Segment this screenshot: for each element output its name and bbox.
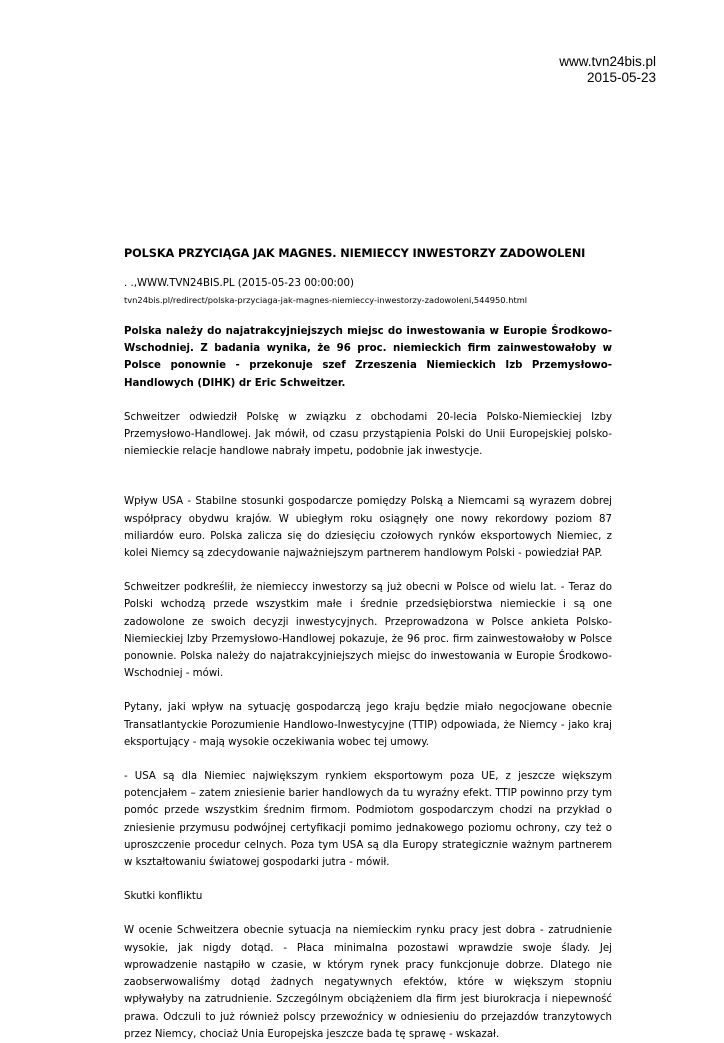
header-date: 2015-05-23 xyxy=(586,70,656,85)
paragraph-4: Pytany, jaki wpływ na sytuację gospodarczą jego kraju będzie miało negocjowane obecnie Transatlantyckie Porozumienie Handlowo-Inwestycyjne (TTIP) odpowiada, że Niemcy - jako kraj eksportujący - mają wysokie oczekiwania wobec tej umowy. xyxy=(124,702,612,748)
paragraph-2: Wpływ USA - Stabilne stosunki gospodarcze pomiędzy Polską a Niemcami są wyrazem dobrej współpracy obydwu krajów. W ubiegłym roku osiągnęły one nowy rekordowy poziom 87 miliardów euro. Polska zalicza się do dziesięciu czołowych rynków eksportowych Niemiec, z kolei Niemcy są zdecydowanie najważniejszym partnerem handlowym Polski - powiedział PAP. xyxy=(124,496,612,560)
article xyxy=(124,246,612,1043)
paragraph-1: Schweitzer odwiedził Polskę w związku z obchodami 20-lecia Polsko-Niemieckiej Izby Przemysłowo-Handlowej. Jak mówił, od czasu przystąpienia Polski do Unii Europejskiej polsko-niemieckie relacje handlowe nabrały impetu, podobnie jak inwestycje. xyxy=(124,411,612,458)
paragraph-3: Schweitzer podkreślił, że niemieccy inwestorzy są już obecni w Polsce od wielu lat. - Teraz do Polski wchodzą przede wszystkim małe i średnie przedsiębiorstwa niemieckie i są one zadowolone ze swoich decyzji inwestycyjnych. Przeprowadzona w Polsce ankieta Polsko-Niemieckiej Izby Przemysłowo-Handlowej pokazuje, że 96 proc. firm zainwestowałoby w Polsce ponownie. Polska należy do najatrakcyjniejszych miejsc do inwestowania w Europie Środkowo-Wschodniej - mówi. xyxy=(124,582,612,680)
section-heading: Skutki konfliktu xyxy=(124,891,203,903)
article-url: tvn24bis.pl/redirect/polska-przyciaga-jak-magnes-niemieccy-inwestorzy-zadowoleni,544950.html xyxy=(124,295,528,305)
article-source: . .,WWW.TVN24BIS.PL (2015-05-23 00:00:00) xyxy=(124,278,354,289)
page-header xyxy=(559,54,656,86)
article-title: POLSKA PRZYCIĄGA JAK MAGNES. NIEMIECCY INWESTORZY ZADOWOLENI xyxy=(124,247,586,260)
header-site: www.tvn24bis.pl xyxy=(559,54,656,69)
paragraph-5: - USA są dla Niemiec największym rynkiem eksportowym poza UE, z jeszcze większym potencjałem – zatem zniesienie barier handlowych da tu wyraźny efekt. TTIP powinno przy tym pomóc przede wszystkim średnim firmom. Podmiotom gospodarczym chodzi na przykład o zniesienie przymusu podwójnej certyfikacji pomimo jednakowego poziomu ochrony, czy też o uproszczenie procedur celnych. Poza tym USA są dla Europy strategicznie ważnym partnerem w kształtowaniu światowej gospodarki jutra - mówił. xyxy=(124,771,612,869)
paragraph-6: W ocenie Schweitzera obecnie sytuacja na niemieckim rynku pracy jest dobra - zatrudnienie wysokie, jak nigdy dotąd. - Płaca minimalna pozostawi wprawdzie swoje ślady. Jej wprowadzenie nastąpiło w czasie, w którym rynek pracy funkcjonuje dobrze. Dlatego nie zaobserwowaliśmy dotąd żadnych negatywnych efektów, które w większym stopniu wpływałyby na zatrudnienie. Szczególnym obciążeniem dla firm jest biurokracja i niepewność prawa. Odczuli to już również polscy przewoźnicy w odniesieniu do przejazdów tranzytowych przez Niemcy, chociaż Unia Europejska jeszcze bada tę sprawę - wskazał. xyxy=(124,925,612,1040)
article-lead: Polska należy do najatrakcyjniejszych miejsc do inwestowania w Europie Środkowo-Wschodniej. Z badania wynika, że 96 proc. niemieckich firm zainwestowałoby w Polsce ponownie - przekonuje szef Zrzeszenia Niemieckich Izb Przemysłowo-Handlowych (DIHK) dr Eric Schweitzer. xyxy=(124,326,612,389)
